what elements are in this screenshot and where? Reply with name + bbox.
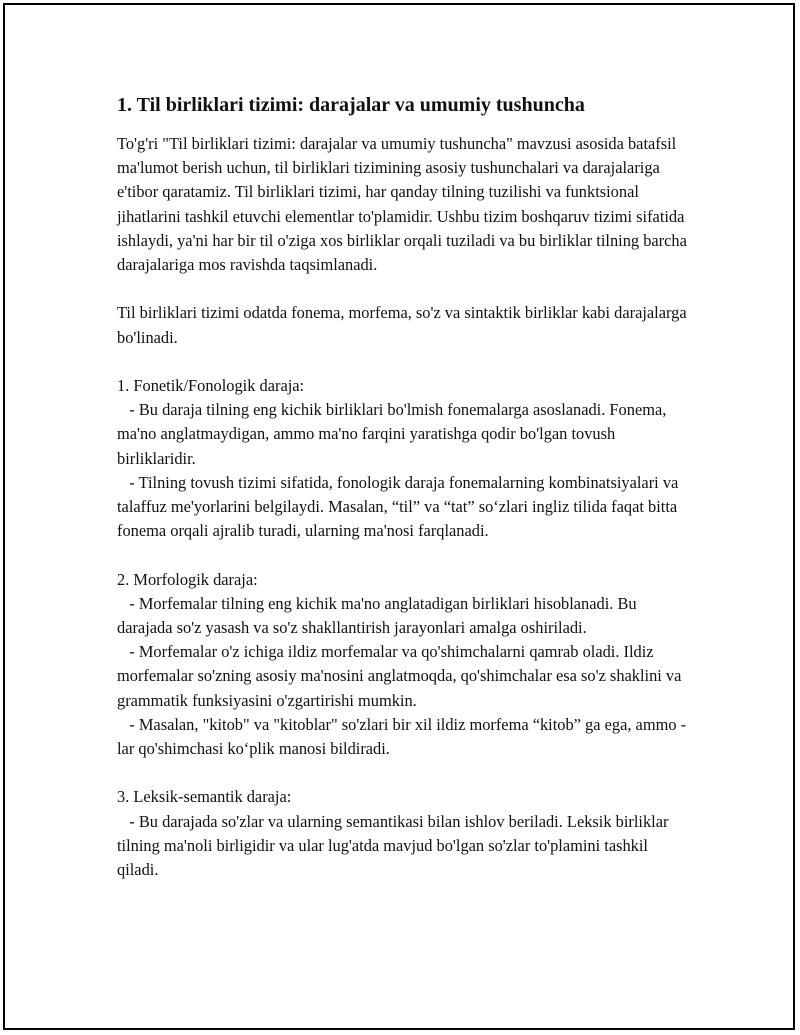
document-title: 1. Til birliklari tizimi: darajalar va umumiy tushuncha [117,94,585,116]
document-content [117,92,689,882]
document-body: To'g'ri "Til birliklari tizimi: darajalar va umumiy tushuncha" mavzusi asosida batafsil ma'lumot berish uchun, til birliklari tizimining asosiy tushunchalari va darajalariga e'tibor qaratamiz. Til birliklari tizimi, har qanday tilning tuzilishi va funktsional jihatlarini tashkil etuvchi elementlar to'plamidir. Ushbu tizim boshqaruv tizimi sifatida ishlaydi, ya'ni har bir til o'ziga xos birliklar orqali tuziladi va bu birliklar tilning barcha darajalariga mos ravishda taqsimlanadi. Til birliklari tizimi odatda fonema, morfema, so'z va sintaktik birliklar kabi darajalarga bo'linadi. 1. Fonetik/Fonologik daraja: - Bu daraja tilning eng kichik birliklari bo'lmish fonemalarga asoslanadi. Fonema, ma'no anglatmaydigan, ammo ma'no farqini yaratishga qodir bo'lgan tovush birliklaridir. - Tilning tovush tizimi sifatida, fonologik daraja fonemalarning kombinatsiyalari va talaffuz me'yorlarini belgilaydi. Masalan, “til” va “tat” so‘zlari ingliz tilida faqat bitta fonema orqali ajralib turadi, ularning ma'nosi farqlanadi. 2. Morfologik daraja: - Morfemalar tilning eng kichik ma'no anglatadigan birliklari hisoblanadi. Bu darajada so'z yasash va so'z shakllantirish jarayonlari amalga oshiriladi. - Morfemalar o'z ichiga ildiz morfemalar va qo'shimchalarni qamrab oladi. Ildiz morfemalar so'zning asosiy ma'nosini anglatmoqda, qo'shimchalar esa so'z shaklini va grammatik funksiyasini o'zgartirishi mumkin. - Masalan, "kitob" va "kitoblar" so'zlari bir xil ildiz morfema “kitob” ga ega, ammo -lar qo'shimchasi ko‘plik manosi bildiradi. 3. Leksik-semantik daraja: - Bu darajada so'zlar va ularning semantikasi bilan ishlov beriladi. Leksik birliklar tilning ma'noli birligidir va ular lug'atda mavjud bo'lgan so'zlar to'plamini tashkil qiladi. [117,134,687,880]
